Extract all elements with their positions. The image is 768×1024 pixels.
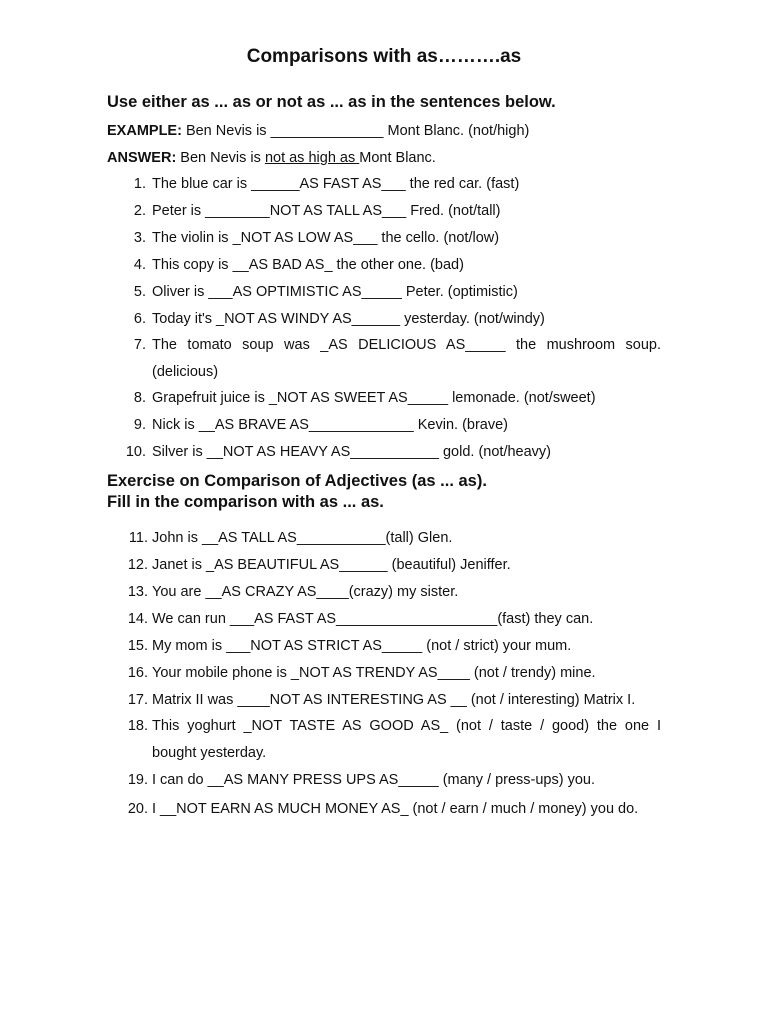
example-text: Ben Nevis is ______________ Mont Blanc. (not/high) [181, 123, 530, 139]
item-text: I __NOT EARN AS MUCH MONEY AS_ (not / earn / much / money) you do. [152, 801, 639, 817]
item-text-continued: (delicious) [152, 364, 219, 380]
item-number: 4. [133, 257, 146, 273]
item-number: 2. [133, 203, 146, 219]
item-text: This copy is __AS BAD AS_ the other one. (bad) [152, 257, 464, 273]
example-line [107, 123, 529, 139]
item-number: 1. [133, 176, 146, 192]
item-text: Janet is _AS BEAUTIFUL AS______ (beautiful) Jeniffer. [152, 557, 511, 573]
item-text: Matrix II was ____NOT AS INTERESTING AS __ (not / interesting) Matrix I. [152, 692, 636, 708]
item-number: 14. [127, 611, 148, 627]
item-number: 6. [133, 311, 146, 327]
answer-line [107, 150, 436, 166]
item-text: We can run ___AS FAST AS____________________(fast) they can. [152, 611, 594, 627]
item-text: Peter is ________NOT AS TALL AS___ Fred. (not/tall) [152, 203, 501, 219]
item-text-continued: bought yesterday. [152, 745, 267, 761]
example-label: EXAMPLE: [107, 123, 182, 139]
item-text: Today it's _NOT AS WINDY AS______ yesterday. (not/windy) [152, 311, 545, 327]
item-text: Nick is __AS BRAVE AS_____________ Kevin. (brave) [152, 417, 508, 433]
item-number: 10. [125, 444, 146, 460]
answer-label: ANSWER: [107, 150, 177, 166]
section2-heading-line1: Exercise on Comparison of Adjectives (as ... as). [107, 472, 487, 490]
item-text: I can do __AS MANY PRESS UPS AS_____ (many / press-ups) you. [152, 772, 596, 788]
item-text: The tomato soup was _AS DELICIOUS AS_____ the mushroom soup. [152, 337, 661, 353]
item-text: Grapefruit juice is _NOT AS SWEET AS_____ lemonade. (not/sweet) [152, 390, 596, 406]
page-title: Comparisons with as……….as [246, 46, 522, 67]
item-number: 17. [127, 692, 148, 708]
item-text: My mom is ___NOT AS STRICT AS_____ (not / strict) your mum. [152, 638, 572, 654]
item-number: 20. [127, 801, 148, 817]
item-number: 12. [127, 557, 148, 573]
item-text: Your mobile phone is _NOT AS TRENDY AS____ (not / trendy) mine. [152, 665, 596, 681]
item-text: You are __AS CRAZY AS____(crazy) my sister. [152, 584, 459, 600]
item-number: 13. [127, 584, 148, 600]
answer-underlined: not as high as [264, 150, 360, 166]
item-number: 18. [127, 718, 148, 734]
item-number: 5. [133, 284, 146, 300]
section2-heading-line2: Fill in the comparison with as ... as. [107, 493, 384, 511]
item-number: 9. [133, 417, 146, 433]
section1-heading: Use either as ... as or not as ... as in the sentences below. [107, 93, 556, 111]
item-text: The violin is _NOT AS LOW AS___ the cello. (not/low) [152, 230, 500, 246]
answer-pre: Ben Nevis is [176, 150, 265, 166]
item-number: 11. [128, 530, 148, 546]
item-number: 7. [133, 337, 146, 353]
item-number: 19. [127, 772, 148, 788]
answer-post: Mont Blanc. [359, 150, 436, 166]
item-number: 3. [133, 230, 146, 246]
item-number: 16. [127, 665, 148, 681]
item-text: This yoghurt _NOT TASTE AS GOOD AS_ (not / taste / good) the one I [152, 718, 661, 734]
item-text: The blue car is ______AS FAST AS___ the red car. (fast) [152, 176, 520, 192]
item-number: 8. [133, 390, 146, 406]
item-text: Oliver is ___AS OPTIMISTIC AS_____ Peter. (optimistic) [152, 284, 518, 300]
item-text: John is __AS TALL AS___________(tall) Glen. [152, 530, 453, 546]
item-text: Silver is __NOT AS HEAVY AS___________ gold. (not/heavy) [152, 444, 551, 460]
item-number: 15. [127, 638, 148, 654]
